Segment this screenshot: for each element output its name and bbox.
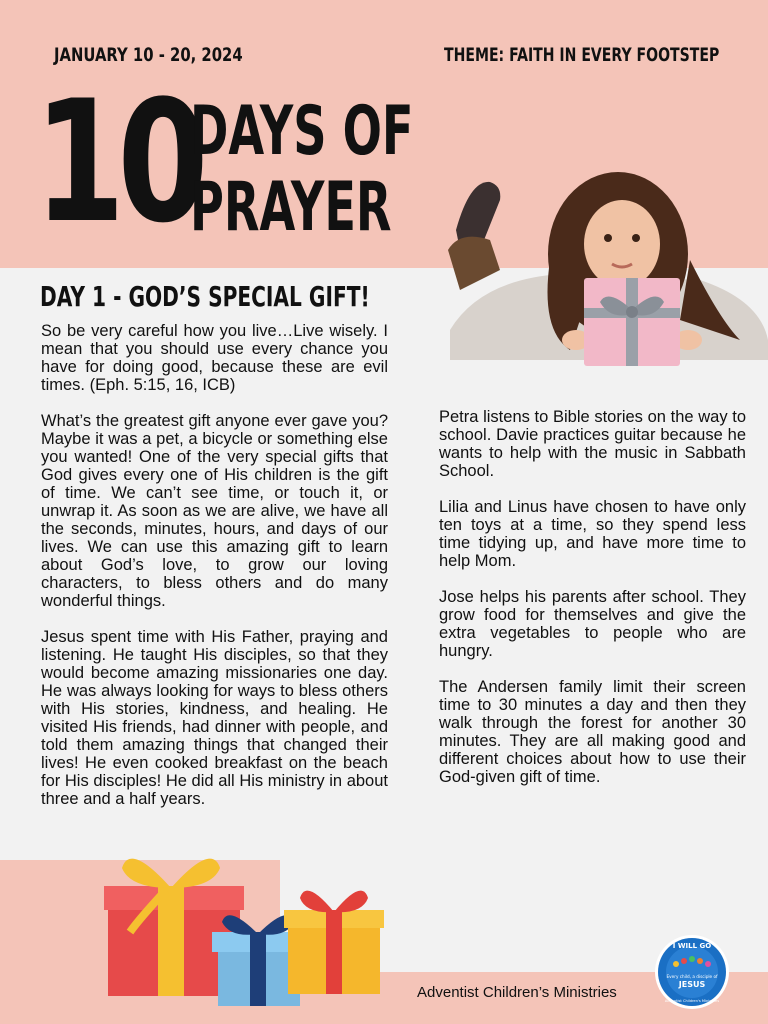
badge-mid-text: Every child, a disciple of [666,974,718,979]
event-dates: JANUARY 10 - 20, 2024 [54,44,243,66]
organization-name: Adventist Children’s Ministries [417,984,617,1001]
title-number: 10 [34,64,201,260]
left-column [41,322,388,826]
event-theme: THEME: FAITH IN EVERY FOOTSTEP [444,44,720,66]
body-paragraph: Jose helps his parents after school. They grow food for themselves and give the extra vegetables to people who are hungry. [439,588,746,660]
body-paragraph: What’s the greatest gift anyone ever gave you? Maybe it was a pet, a bicycle or something else you wanted! One of the very special gifts that God gives every one of His children is the gift of time. We can’t see time, or touch it, or unwrap it. As soon as we are alive, we have all the seconds, minutes, hours, and days of our lives. We can use this amazing gift to learn about God’s love, to grow our loving characters, to bless others and do many wonderful things. [41,412,388,610]
day-heading: DAY 1 - GOD’S SPECIAL GIFT! [40,280,370,313]
title-line-1: DAYS OF [190,92,414,171]
i-will-go-logo [654,934,730,1010]
badge-top-text: I WILL GO [672,942,712,950]
body-paragraph: Lilia and Linus have chosen to have only ten toys at a time, so they spend less time tidying up, and have more time to help Mom. [439,498,746,570]
body-paragraph: Petra listens to Bible stories on the way to school. Davie practices guitar because he wants to help with the music in Sabbath School. [439,408,746,480]
scripture-paragraph: So be very careful how you live…Live wisely. I mean that you should use every chance you have for doing good, because these are evil times. (Eph. 5:15, 16, ICB) [41,322,388,394]
body-paragraph: The Andersen family limit their screen time to 30 minutes a day and then they walk through the forest for another 30 minutes. They are all making good and different choices about how to use their God-given gift of time. [439,678,746,786]
girl-with-gift-photo [440,170,768,370]
body-paragraph: Jesus spent time with His Father, praying and listening. He taught His disciples, so that they would become amazing missionaries one day. He was always looking for ways to bless others with His stories, kindness, and healing. He visited His friends, had dinner with people, and told them amazing things that changed their lives! He even cooked breakfast on the beach for His disciples! He did all His ministry in about three and a half years. [41,628,388,808]
badge-ring-text: Adventist Children's Ministries [664,999,720,1003]
gift-boxes-illustration [100,848,390,1010]
badge-name-text: JESUS [678,980,706,989]
right-column [439,408,746,804]
title-line-2: PRAYER [190,168,392,247]
